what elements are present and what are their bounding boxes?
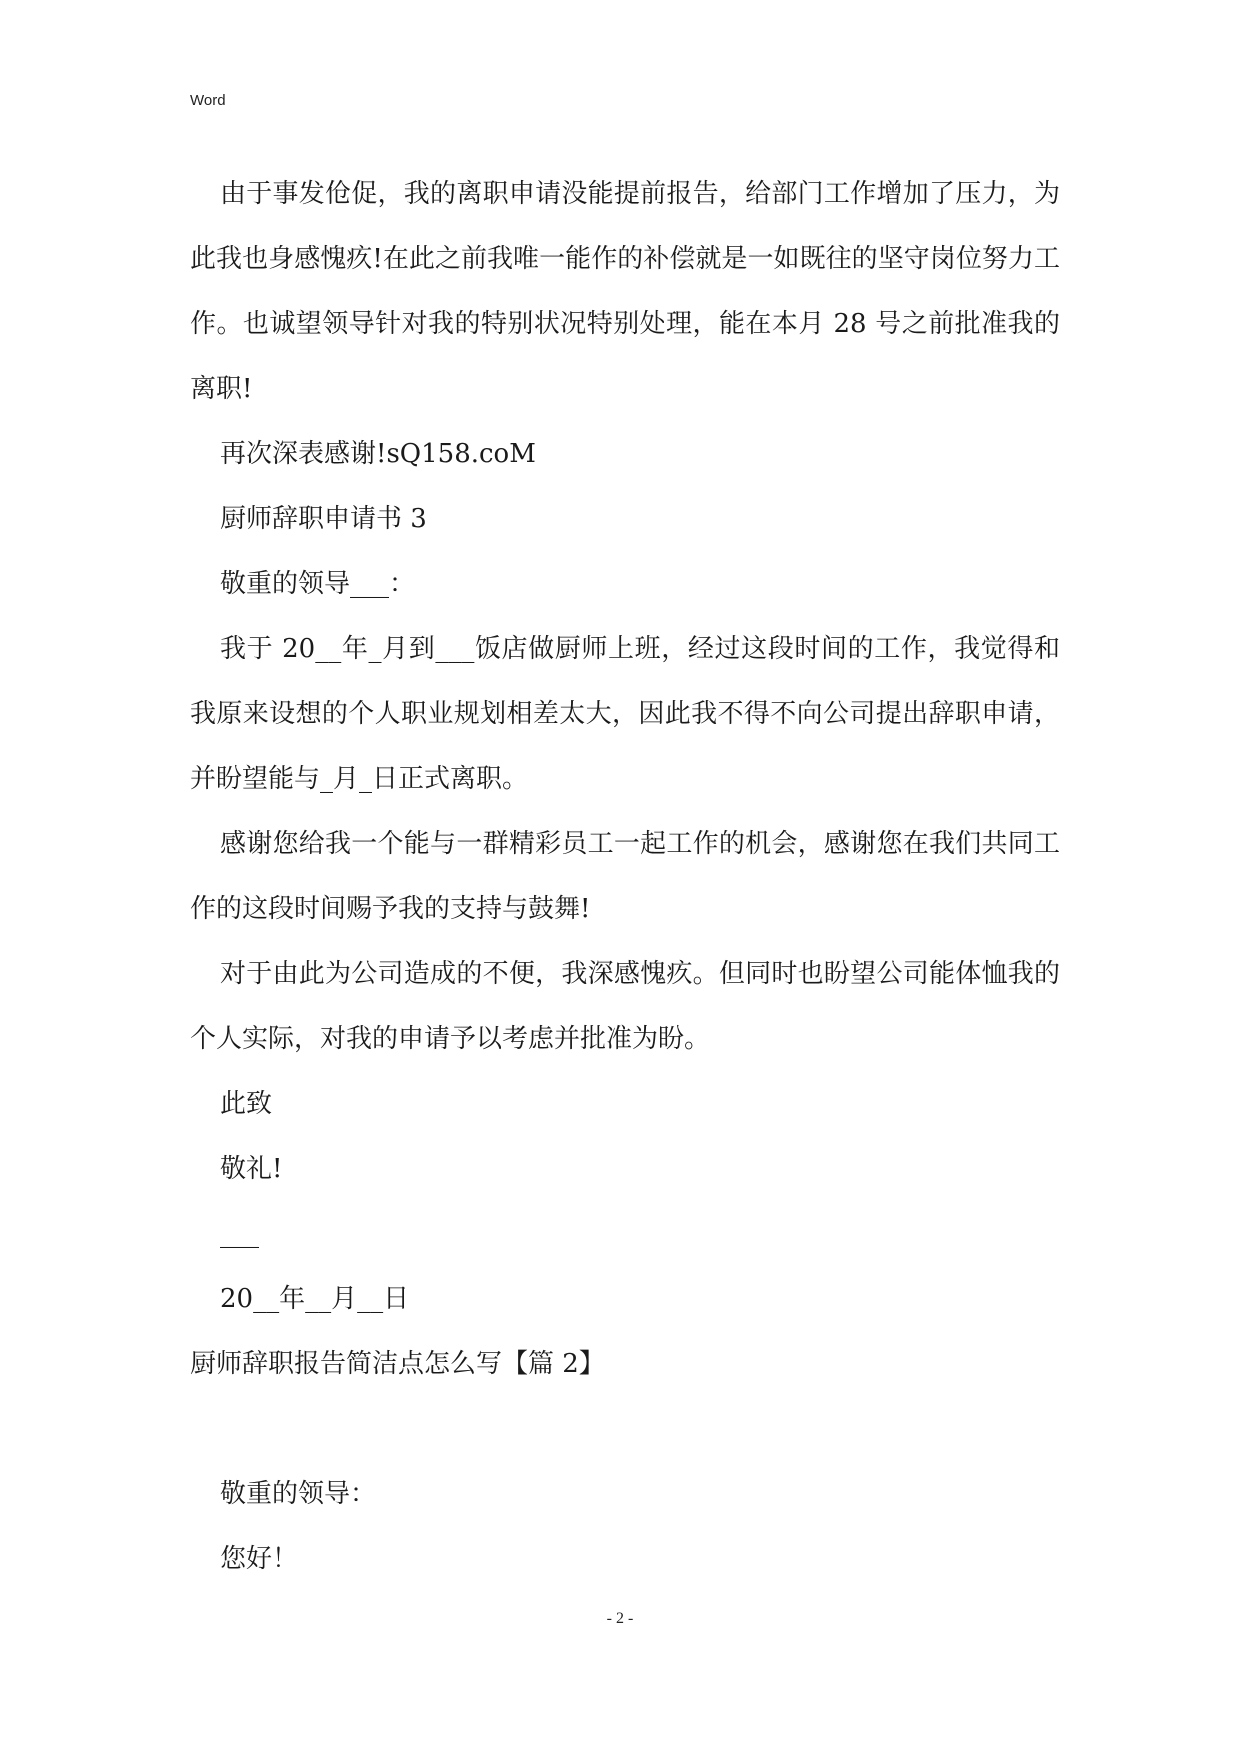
salutation: 敬重的领导___： xyxy=(220,569,416,599)
section-title: 厨师辞职申请书 3 xyxy=(220,504,427,534)
document-body xyxy=(190,162,1060,1592)
closing-regards: 敬礼! xyxy=(220,1154,283,1184)
paragraph: 对于由此为公司造成的不便，我深感愧疚。但同时也盼望公司能体恤我的个人实际，对我的申请予以考虑并批准为盼。 xyxy=(190,959,1060,1054)
article-heading: 厨师辞职报告简洁点怎么写【篇 2】 xyxy=(190,1349,605,1379)
greeting: 您好！ xyxy=(220,1544,299,1574)
blank-line xyxy=(190,1397,1060,1462)
paragraph: 我于 20__年_月到___饭店做厨师上班，经过这段时间的工作，我觉得和我原来设想的个人职业规划相差太大，因此我不得不向公司提出辞职申请，并盼望能与_月_日正式离职。 xyxy=(190,634,1060,794)
closing-line: 此致 xyxy=(220,1089,273,1119)
page-number: - 2 - xyxy=(606,1610,634,1627)
date-line: 20__年__月__日 xyxy=(220,1284,410,1314)
paragraph: 由于事发伧促，我的离职申请没能提前报告，给部门工作增加了压力，为此我也身感愧疚!在此之前我唯一能作的补偿就是一如既往的坚守岗位努力工作。也诚望领导针对我的特别状况特别处理，能在本月 28 号之前批准我的离职! xyxy=(190,179,1060,404)
salutation: 敬重的领导： xyxy=(220,1479,377,1509)
page-header: Word xyxy=(190,92,226,109)
signature-blank: ___ xyxy=(220,1219,259,1249)
paragraph: 感谢您给我一个能与一群精彩员工一起工作的机会，感谢您在我们共同工作的这段时间赐予我的支持与鼓舞! xyxy=(190,829,1060,924)
paragraph: 再次深表感谢!sQ158.coM xyxy=(220,439,536,469)
